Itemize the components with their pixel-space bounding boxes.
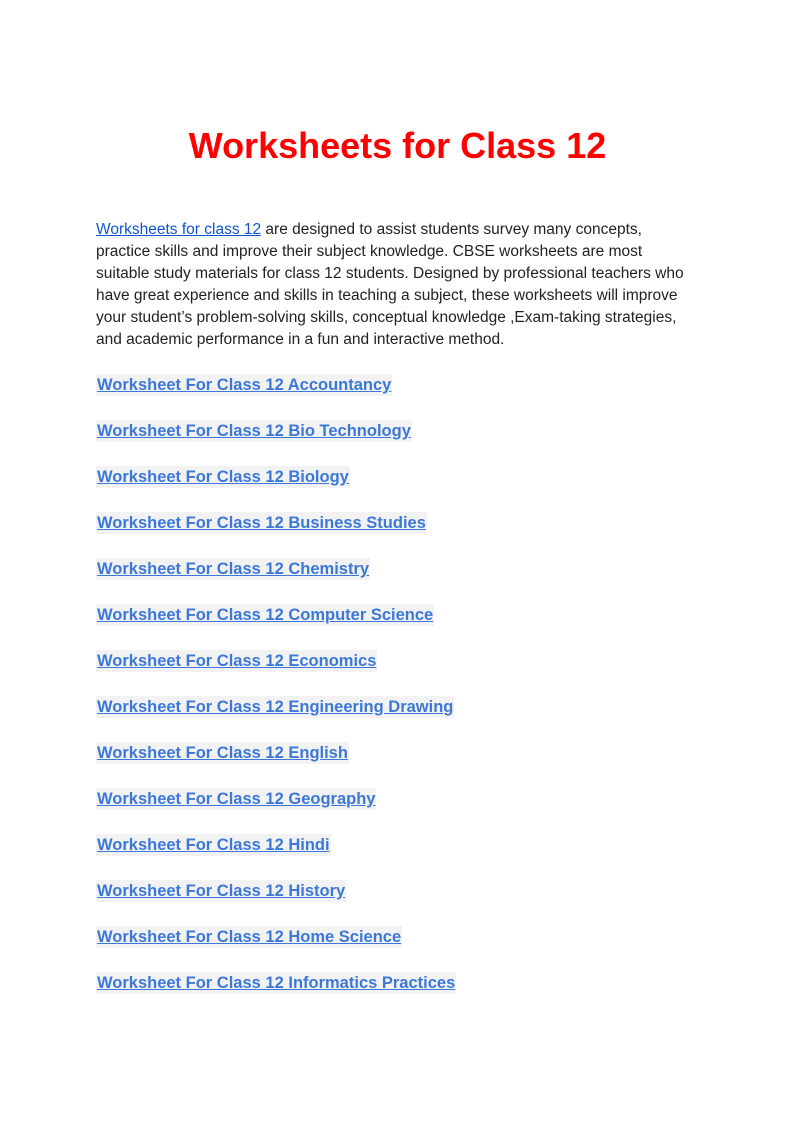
list-item [96, 650, 696, 696]
worksheet-link-home-science[interactable]: Worksheet For Class 12 Home Science [97, 928, 402, 946]
worksheet-link-computer-science[interactable]: Worksheet For Class 12 Computer Science [97, 606, 434, 624]
list-item [96, 696, 696, 742]
list-item [96, 558, 696, 604]
worksheet-link-business-studies[interactable]: Worksheet For Class 12 Business Studies [97, 514, 426, 532]
worksheet-link-economics[interactable]: Worksheet For Class 12 Economics [97, 652, 377, 670]
list-item [96, 374, 696, 420]
worksheet-link-accountancy[interactable]: Worksheet For Class 12 Accountancy [97, 376, 392, 394]
worksheet-link-informatics-practices[interactable]: Worksheet For Class 12 Informatics Practices [97, 974, 456, 992]
list-item [96, 788, 696, 834]
worksheet-link-biology[interactable]: Worksheet For Class 12 Biology [97, 468, 349, 486]
intro-paragraph [96, 219, 696, 351]
list-item [96, 834, 696, 880]
list-item [96, 742, 696, 788]
worksheet-link-geography[interactable]: Worksheet For Class 12 Geography [97, 790, 376, 808]
worksheet-link-history[interactable]: Worksheet For Class 12 History [97, 882, 346, 900]
worksheet-link-english[interactable]: Worksheet For Class 12 English [97, 744, 348, 762]
worksheet-link-list [96, 374, 696, 1018]
list-item [96, 466, 696, 512]
worksheet-link-hindi[interactable]: Worksheet For Class 12 Hindi [97, 836, 330, 854]
intro-text: are designed to assist students survey many concepts, practice skills and improve their subject knowledge. CBSE worksheets are most suitable study materials for class 12 students. Designed by professional teachers who have great experience and skills in teaching a subject, these worksheets will improve your student’s problem-solving skills, conceptual knowledge ,Exam-taking strategies, and academic performance in a fun and interactive method. [96, 221, 684, 348]
worksheet-link-bio-technology[interactable]: Worksheet For Class 12 Bio Technology [97, 422, 411, 440]
list-item [96, 972, 696, 1018]
list-item [96, 420, 696, 466]
list-item [96, 926, 696, 972]
list-item [96, 512, 696, 558]
worksheet-link-chemistry[interactable]: Worksheet For Class 12 Chemistry [97, 560, 370, 578]
worksheet-link-engineering-drawing[interactable]: Worksheet For Class 12 Engineering Drawing [97, 698, 454, 716]
page-title: Worksheets for Class 12 [188, 125, 607, 166]
list-item [96, 880, 696, 926]
intro-link[interactable]: Worksheets for class 12 [96, 221, 262, 238]
list-item [96, 604, 696, 650]
